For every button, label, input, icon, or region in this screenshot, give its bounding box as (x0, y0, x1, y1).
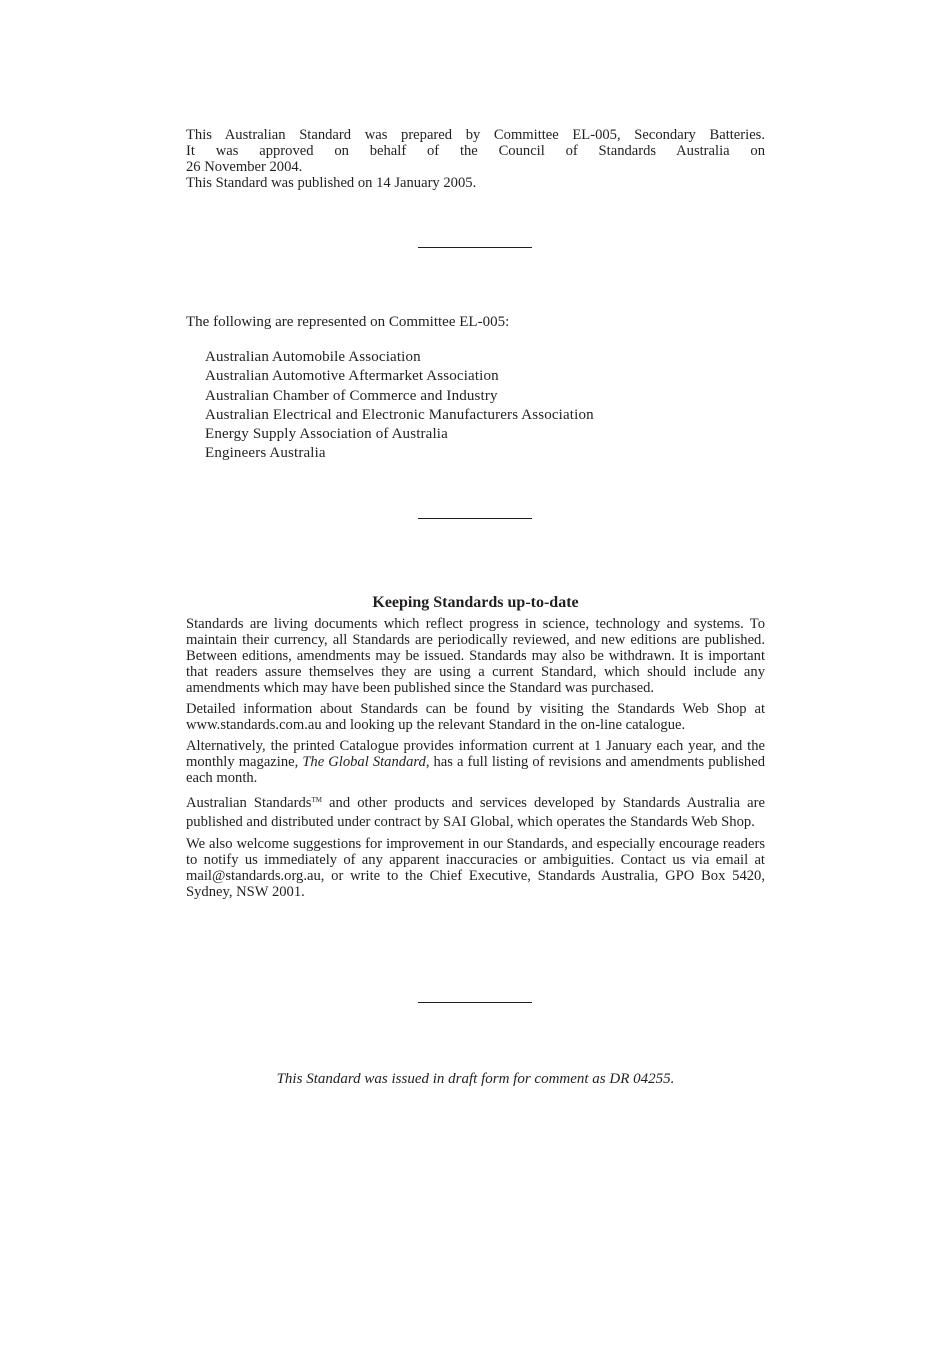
list-item: Australian Automobile Association (205, 349, 421, 365)
organisation-list (205, 348, 594, 464)
divider-rule (418, 247, 532, 248)
paragraph-catalogue (186, 738, 765, 786)
draft-note: This Standard was issued in draft form for comment as DR 04255. (276, 1071, 675, 1087)
sai-text-end: and other products and services developed by Standards Australia are published and distributed under contract by SAI Global, which operates the Standards Web Shop. (186, 795, 765, 830)
list-item: Engineers Australia (205, 445, 326, 462)
approval-block (186, 127, 765, 191)
list-item: Australian Automotive Aftermarket Association (205, 368, 499, 385)
list-item: Energy Supply Association of Australia (205, 426, 448, 443)
catalogue-text-start: Alternatively, the printed Catalogue provides information current at 1 January each year, and the monthly magazine, (186, 738, 765, 770)
paragraph-suggestions: We also welcome suggestions for improvement in our Standards, and especially encourage readers to notify us immediately of any apparent inaccuracies or ambiguities. Contact us via email at mail@standards.org.au, or write to the Chief Executive, Standards Australia, GPO Box 5420, Sydney, NSW 2001. (186, 836, 765, 900)
publication-date-line: This Standard was published on 14 January 2005. (186, 175, 477, 191)
list-item: Australian Chamber of Commerce and Industry (205, 387, 498, 404)
paragraph-web-shop: Detailed information about Standards can be found by visiting the Standards Web Shop at www.standards.com.au and looking up the relevant Standard in the on-line catalogue. (186, 701, 765, 733)
catalogue-text-end: , has a full listing of revisions and amendments published each month. (186, 754, 765, 786)
trademark-mark: TM (311, 796, 322, 804)
divider-rule (418, 1002, 532, 1003)
keeping-section-body (186, 616, 765, 905)
list-item: Australian Electrical and Electronic Manufacturers Association (205, 406, 594, 423)
approval-line-1: This Australian Standard was prepared by Committee EL-005, Secondary Batteries. (186, 127, 765, 143)
magazine-title: The Global Standard (302, 754, 426, 770)
paragraph-living-documents: Standards are living documents which reflect progress in science, technology and systems. To maintain their currency, all Standards are periodically reviewed, and new editions are published. Between editions, amendments may be issued. Standards may also be withdrawn. It is important that readers assure themselves they are using a current Standard, which should include any amendments which may have been published since the Standard was purchased. (186, 616, 765, 696)
committee-intro: The following are represented on Committee EL-005: (186, 314, 510, 330)
divider-rule (418, 518, 532, 519)
section-heading: Keeping Standards up-to-date (372, 594, 579, 611)
approval-line-3: 26 November 2004. (186, 159, 303, 175)
paragraph-sai-global (186, 791, 765, 831)
sai-text-start: Australian Standards (186, 795, 312, 811)
approval-line-2: It was approved on behalf of the Council of Standards Australia on (186, 143, 765, 159)
